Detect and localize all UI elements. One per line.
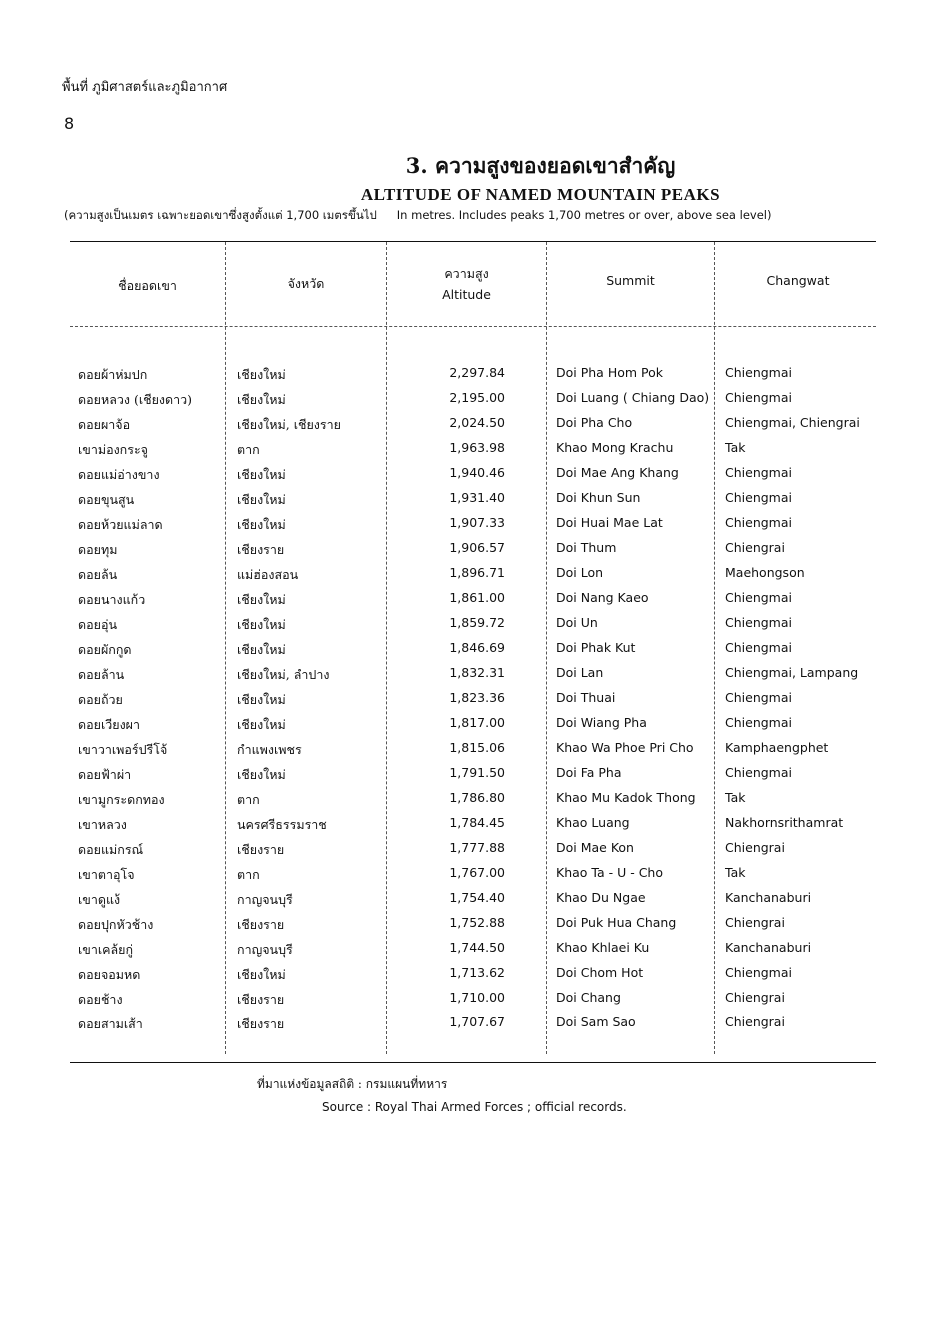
- table-row: [0, 690, 941, 715]
- altitude-value: 1,791.50: [449, 765, 505, 780]
- peak-name-thai: ดอยปุกหัวช้าง: [78, 917, 154, 932]
- province-thai: เชียงใหม่: [237, 617, 286, 632]
- summit-name: Doi Nang Kaeo: [556, 590, 649, 605]
- altitude-value: 1,707.67: [449, 1014, 505, 1029]
- altitude-value: 1,744.50: [449, 940, 505, 955]
- table-row: [0, 540, 941, 565]
- peak-name-thai: ดอยทุม: [78, 542, 118, 557]
- table-row: [0, 1014, 941, 1039]
- summit-name: Doi Chang: [556, 990, 621, 1005]
- table-row: [0, 440, 941, 465]
- table-row: [0, 865, 941, 890]
- peak-name-thai: ดอยล้น: [78, 567, 118, 582]
- table-row: [0, 490, 941, 515]
- changwat-name: Chiengmai: [725, 690, 792, 705]
- table-row: [0, 740, 941, 765]
- changwat-name: Tak: [725, 865, 746, 880]
- header-province-thai: จังหวัด: [287, 276, 325, 291]
- province-thai: กาญจนบุรี: [237, 892, 293, 907]
- header-summit: Summit: [606, 273, 655, 288]
- peak-name-thai: เขามูกระดกทอง: [78, 792, 165, 807]
- peak-name-thai: ดอยแม่อ่างขาง: [78, 467, 160, 482]
- table-row: [0, 940, 941, 965]
- changwat-name: Maehongson: [725, 565, 805, 580]
- changwat-name: Chiengmai: [725, 640, 792, 655]
- summit-name: Doi Sam Sao: [556, 1014, 636, 1029]
- changwat-name: Kanchanaburi: [725, 940, 812, 955]
- summit-name: Doi Mae Kon: [556, 840, 634, 855]
- peak-name-thai: ดอยอุ่น: [78, 617, 118, 632]
- province-thai: เชียงใหม่: [237, 692, 286, 707]
- peak-name-thai: เขาดูแง้: [78, 892, 121, 907]
- peak-name-thai: ดอยสามเส้า: [78, 1016, 143, 1031]
- summit-name: Doi Thuai: [556, 690, 616, 705]
- header-altitude-english: Altitude: [442, 287, 491, 302]
- province-thai: เชียงใหม่, ลำปาง: [237, 667, 330, 682]
- altitude-value: 1,786.80: [449, 790, 505, 805]
- table-row: [0, 465, 941, 490]
- changwat-name: Chiengrai: [725, 915, 785, 930]
- table-row: [0, 390, 941, 415]
- peak-name-thai: ดอยห้วยแม่ลาด: [78, 517, 163, 532]
- table-row: [0, 790, 941, 815]
- changwat-name: Chiengrai: [725, 990, 785, 1005]
- table-row: [0, 415, 941, 440]
- table-row: [0, 615, 941, 640]
- province-thai: เชียงราย: [237, 917, 285, 932]
- table-row: [0, 890, 941, 915]
- province-thai: เชียงใหม่: [237, 392, 286, 407]
- summit-name: Doi Un: [556, 615, 598, 630]
- peak-name-thai: ดอยจอมหด: [78, 967, 141, 982]
- province-thai: เชียงใหม่: [237, 367, 286, 382]
- table-row: [0, 840, 941, 865]
- province-thai: ตาก: [237, 867, 260, 882]
- peak-name-thai: ดอยเวียงผา: [78, 717, 141, 732]
- altitude-value: 1,861.00: [449, 590, 505, 605]
- province-thai: เชียงราย: [237, 1016, 285, 1031]
- header-peak-thai: ชื่อยอดเขา: [118, 278, 177, 293]
- changwat-name: Chiengrai: [725, 840, 785, 855]
- table-row: [0, 515, 941, 540]
- province-thai: เชียงใหม่, เชียงราย: [237, 417, 341, 432]
- changwat-name: Kanchanaburi: [725, 890, 812, 905]
- table-row: [0, 565, 941, 590]
- summit-name: Doi Phak Kut: [556, 640, 636, 655]
- changwat-name: Chiengmai: [725, 590, 792, 605]
- changwat-name: Nakhornsrithamrat: [725, 815, 844, 830]
- summit-name: Doi Luang ( Chiang Dao): [556, 390, 710, 405]
- province-thai: เชียงใหม่: [237, 592, 286, 607]
- changwat-name: Chiengmai: [725, 615, 792, 630]
- subtitle-thai: (ความสูงเป็นเมตร เฉพาะยอดเขาซึ่งสูงตั้งแต่ 1,700 เมตรขึ้นไป: [64, 208, 377, 222]
- altitude-value: 1,713.62: [449, 965, 505, 980]
- altitude-value: 1,784.45: [449, 815, 505, 830]
- peak-name-thai: เขาเคล้ยกู่: [78, 942, 134, 957]
- table-row: [0, 665, 941, 690]
- header-bottom-rule: [70, 326, 876, 327]
- table-row: [0, 965, 941, 990]
- summit-name: Khao Mong Krachu: [556, 440, 674, 455]
- table-row: [0, 590, 941, 615]
- table-row: [0, 365, 941, 390]
- province-thai: เชียงใหม่: [237, 717, 286, 732]
- header-changwat: Changwat: [766, 273, 830, 288]
- peak-name-thai: ดอยผักกูด: [78, 642, 132, 657]
- changwat-name: Chiengrai: [725, 540, 785, 555]
- table-row: [0, 990, 941, 1015]
- altitude-value: 1,963.98: [449, 440, 505, 455]
- summit-name: Doi Wiang Pha: [556, 715, 647, 730]
- altitude-value: 1,907.33: [449, 515, 505, 530]
- altitude-value: 1,817.00: [449, 715, 505, 730]
- province-thai: เชียงใหม่: [237, 967, 286, 982]
- summit-name: Doi Mae Ang Khang: [556, 465, 679, 480]
- summit-name: Doi Huai Mae Lat: [556, 515, 663, 530]
- summit-name: Doi Khun Sun: [556, 490, 641, 505]
- province-thai: เชียงราย: [237, 992, 285, 1007]
- table-bottom-rule: [70, 1062, 876, 1063]
- summit-name: Khao Ta - U - Cho: [556, 865, 663, 880]
- altitude-value: 1,859.72: [449, 615, 505, 630]
- altitude-value: 1,815.06: [449, 740, 505, 755]
- province-thai: แม่ฮ่องสอน: [237, 567, 299, 582]
- changwat-name: Chiengmai: [725, 490, 792, 505]
- table-row: [0, 640, 941, 665]
- changwat-name: Chiengrai: [725, 1014, 785, 1029]
- province-thai: เชียงใหม่: [237, 467, 286, 482]
- province-thai: นครศรีธรรมราช: [237, 817, 327, 832]
- altitude-value: 1,754.40: [449, 890, 505, 905]
- changwat-name: Chiengmai: [725, 515, 792, 530]
- table-row: [0, 815, 941, 840]
- summit-name: Doi Thum: [556, 540, 617, 555]
- peak-name-thai: เขาตาอุโจ: [78, 867, 135, 882]
- changwat-name: Kamphaengphet: [725, 740, 829, 755]
- altitude-value: 1,710.00: [449, 990, 505, 1005]
- peak-name-thai: ดอยหลวง (เชียงดาว): [78, 392, 193, 407]
- summit-name: Doi Lan: [556, 665, 604, 680]
- altitude-value: 1,906.57: [449, 540, 505, 555]
- altitude-value: 1,896.71: [449, 565, 505, 580]
- peak-name-thai: ดอยผาจ้อ: [78, 417, 131, 432]
- peak-name-thai: ดอยถ้วย: [78, 692, 123, 707]
- province-thai: เชียงใหม่: [237, 642, 286, 657]
- summit-name: Doi Chom Hot: [556, 965, 644, 980]
- table-title: [0, 150, 941, 205]
- peak-name-thai: เขาวาเพอร์ปรีโจ้: [78, 742, 168, 757]
- altitude-value: 1,832.31: [449, 665, 505, 680]
- table-subtitle: [64, 207, 771, 225]
- running-header: พื้นที่ ภูมิศาสตร์และภูมิอากาศ: [62, 80, 228, 95]
- summit-name: Khao Wa Phoe Pri Cho: [556, 740, 694, 755]
- province-thai: กาญจนบุรี: [237, 942, 293, 957]
- title-thai: 3. ความสูงของยอดเขาสำคัญ: [405, 153, 676, 178]
- table-row: [0, 715, 941, 740]
- altitude-value: 1,752.88: [449, 915, 505, 930]
- changwat-name: Chiengmai: [725, 390, 792, 405]
- changwat-name: Chiengmai: [725, 765, 792, 780]
- changwat-name: Tak: [725, 440, 746, 455]
- altitude-value: 1,931.40: [449, 490, 505, 505]
- summit-name: Doi Pha Cho: [556, 415, 633, 430]
- summit-name: Doi Puk Hua Chang: [556, 915, 677, 930]
- source-note-thai: ที่มาแห่งข้อมูลสถิติ : กรมแผนที่ทหาร: [257, 1077, 448, 1091]
- changwat-name: Chiengmai: [725, 715, 792, 730]
- summit-name: Doi Fa Pha: [556, 765, 622, 780]
- table-row: [0, 765, 941, 790]
- table-row: [0, 915, 941, 940]
- peak-name-thai: ดอยผ้าห่มปก: [78, 367, 148, 382]
- peak-name-thai: เขาหลวง: [78, 817, 127, 832]
- province-thai: ตาก: [237, 442, 260, 457]
- altitude-value: 1,846.69: [449, 640, 505, 655]
- altitude-value: 2,195.00: [449, 390, 505, 405]
- province-thai: เชียงราย: [237, 842, 285, 857]
- province-thai: กำแพงเพชร: [237, 742, 302, 757]
- peak-name-thai: ดอยแม่กรณ์: [78, 842, 144, 857]
- altitude-value: 1,767.00: [449, 865, 505, 880]
- altitude-value: 1,940.46: [449, 465, 505, 480]
- peak-name-thai: ดอยขุนสูน: [78, 492, 135, 507]
- page-number: 8: [64, 114, 75, 133]
- summit-name: Doi Pha Hom Pok: [556, 365, 663, 380]
- peak-name-thai: ดอยล้าน: [78, 667, 125, 682]
- subtitle-english: In metres. Includes peaks 1,700 metres or over, above sea level): [396, 208, 772, 222]
- table-top-rule: [70, 241, 876, 242]
- header-altitude-thai: ความสูง: [444, 266, 489, 281]
- province-thai: เชียงใหม่: [237, 767, 286, 782]
- province-thai: เชียงใหม่: [237, 492, 286, 507]
- source-note-english: Source : Royal Thai Armed Forces ; official records.: [322, 1100, 627, 1114]
- changwat-name: Chiengmai: [725, 965, 792, 980]
- changwat-name: Tak: [725, 790, 746, 805]
- summit-name: Khao Khlaei Ku: [556, 940, 650, 955]
- peak-name-thai: เขาม่องกระจู: [78, 442, 149, 457]
- changwat-name: Chiengmai: [725, 465, 792, 480]
- peak-name-thai: ดอยฟ้าผ่า: [78, 767, 132, 782]
- province-thai: เชียงราย: [237, 542, 285, 557]
- peak-name-thai: ดอยช้าง: [78, 992, 123, 1007]
- title-english: ALTITUDE OF NAMED MOUNTAIN PEAKS: [360, 185, 721, 204]
- altitude-value: 2,024.50: [449, 415, 505, 430]
- changwat-name: Chiengmai, Chiengrai: [725, 415, 860, 430]
- altitude-value: 1,777.88: [449, 840, 505, 855]
- summit-name: Khao Luang: [556, 815, 630, 830]
- changwat-name: Chiengmai: [725, 365, 792, 380]
- province-thai: เชียงใหม่: [237, 517, 286, 532]
- peak-name-thai: ดอยนางแก้ว: [78, 592, 146, 607]
- summit-name: Khao Mu Kadok Thong: [556, 790, 696, 805]
- summit-name: Khao Du Ngae: [556, 890, 646, 905]
- altitude-value: 1,823.36: [449, 690, 505, 705]
- altitude-value: 2,297.84: [449, 365, 505, 380]
- summit-name: Doi Lon: [556, 565, 604, 580]
- province-thai: ตาก: [237, 792, 260, 807]
- changwat-name: Chiengmai, Lampang: [725, 665, 859, 680]
